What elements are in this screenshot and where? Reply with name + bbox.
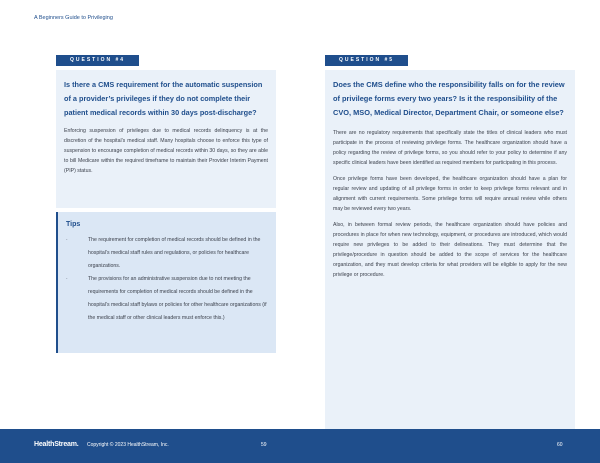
question-4-panel (56, 70, 276, 208)
tips-title: Tips (66, 221, 81, 228)
question-4-title: Is there a CMS requirement for the automatic suspension of a provider’s privileges if they do not complete their patient medical records within 30 days post-discharge? (64, 80, 263, 117)
answer-paragraph: Once privilege forms have been developed, the healthcare organization should have a plan for regular review and updating of all privilege forms in order to keep privilege forms relevant and in alignment with current requirements. Some privilege forms will require annual review while others may be reviewed every two years. (333, 176, 567, 212)
question-5-tag: QUESTION #5 (325, 55, 408, 66)
question-4-tag: QUESTION #4 (56, 55, 139, 66)
question-5-panel (325, 70, 575, 430)
answer-paragraph: Also, in between formal review periods, the healthcare organization should have policies and procedures in place for when new technology, equipment, or procedures are introduced, which would require new privileges to be added to their delineations. They must determine that the privilege/procedure in question should be added to the scope of services for the healthcare organization, and they must develop criteria for what providers will be eligible to apply for the new privilege or procedure. (333, 222, 567, 278)
answer-paragraph: There are no regulatory requirements that specifically state the titles of clinical leaders who must participate in the process of reviewing privilege forms. The healthcare organization should have a policy regarding the review of privilege forms, so you should refer to your policy to determine if any specific clinical leaders have been identified as required members for participating in this process. (333, 130, 567, 166)
tips-list (66, 234, 268, 325)
bullet-icon: · (66, 276, 68, 282)
running-title: A Beginners Guide to Privileging (34, 15, 113, 21)
tips-list-item (66, 234, 268, 273)
tip-text: The requirement for completion of medical records should be defined in the hospital’s medical staff rules and regulations, or policies for healthcare organizations. (88, 237, 261, 269)
tips-panel (56, 212, 276, 353)
copyright-text: Copyright © 2023 HealthStream, Inc. (87, 442, 169, 448)
question-4-answer: Enforcing suspension of privileges due to medical records delinquency is at the discretion of the hospital’s medical staff. Many hospitals choose to enforce this type of suspension to encourage completion of medical records within 30 days, so they are able to bill Medicare within the required timeframe to maintain their Provider Interim Payment (PIP) status. (64, 128, 268, 174)
question-5-title: Does the CMS define who the responsibility falls on for the review of privilege forms every two years? Is it the responsibility of the CVO, MSO, Medical Director, Department Chair, or someone else? (333, 80, 565, 117)
question-5-answer (333, 128, 567, 280)
question-4-section (56, 48, 276, 208)
page-number-right: 60 (557, 442, 563, 448)
bullet-icon: · (66, 237, 68, 243)
tips-list-item (66, 273, 268, 325)
tip-text: The provisions for an administrative suspension due to not meeting the requirements for completion of medical records should be defined in the hospital’s medical staff bylaws or policies for other healthcare organizations (if the medical staff or other clinical leaders must enforce this.) (88, 276, 267, 321)
page-number-left: 59 (261, 442, 267, 448)
question-5-section (325, 48, 575, 430)
page-footer (0, 429, 600, 463)
healthstream-logo: HealthStream. (34, 441, 79, 448)
